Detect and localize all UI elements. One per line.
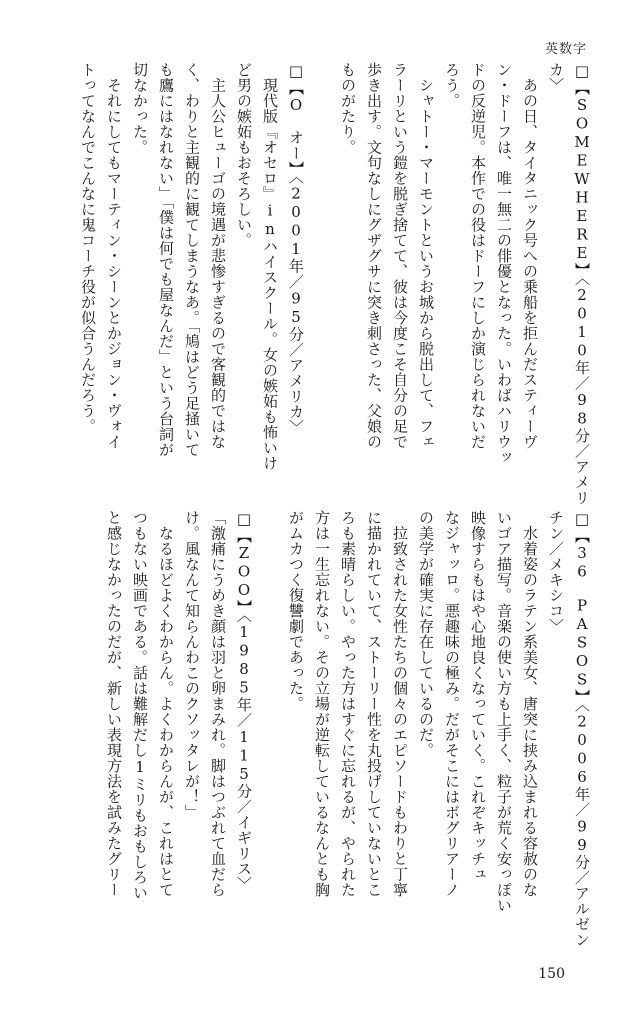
- text-line: 映像すらもはや心地良くなっていく。これぞキッチュ: [469, 510, 487, 882]
- text-line: がムカつく復讐劇であった。: [287, 510, 305, 712]
- text-line: 主人公ヒューゴの境遇が悲惨すぎるので客観的ではな: [209, 62, 227, 450]
- text-line: □【SOMEWHERE】〈2010年／98分／アメリ: [573, 62, 591, 506]
- text-line: 拉致された女性たちの個々のエピソードもわりと丁寧: [391, 510, 409, 898]
- text-line: トってなんでこんなに鬼コーチ役が似合うんだろう。: [79, 62, 97, 434]
- text-line: なるほどよくわからん。よくわからんが、これはとて: [157, 510, 175, 898]
- text-line: ものがたり。: [339, 62, 357, 155]
- text-line: [309, 62, 335, 487]
- text-line: に描かれていて、ストーリー性を丸投げしていないとこ: [365, 510, 383, 898]
- text-line: いゴア描写。音楽の使い方も上手く、粒子が荒く安っぽい: [495, 510, 513, 913]
- text-line: シャトー・マーモントというお城から脱出して、フェ: [417, 62, 435, 450]
- text-line: ろう。: [443, 62, 461, 109]
- text-line: ろも素晴らしい。やった方はすぐに忘れるが、やられた: [339, 510, 357, 898]
- text-line: け。風なんて知らんわこのクソッタレが！」: [183, 510, 201, 820]
- text-line: それにしてもマーティン・シーンとかジョン・ヴォイ: [105, 62, 123, 450]
- page-number: 150: [538, 966, 565, 982]
- text-line: つもない映画である。話は難解だし1ミリもおもしろい: [131, 510, 149, 901]
- text-line: 現代版『オセロ』inハイスクール。女の嫉妬も怖いけ: [261, 62, 279, 471]
- running-header: 英数字: [544, 42, 587, 57]
- text-line: ドの反逆児。本作での役はドーフにしか演じられないだ: [469, 62, 487, 450]
- text-line: □【36 PASOS】〈2006年／99分／アルゼン: [573, 510, 591, 948]
- text-line: □【O オー】〈2001年／95分／アメリカ〉: [287, 62, 305, 435]
- text-line: ラーリという鎧を脱ぎ捨てて、彼は今度こそ自分の足で: [391, 62, 409, 450]
- text-line: も鷹にはなれない」「僕は何でも屋なんだ」という台詞が: [157, 62, 175, 458]
- text-line: カ〉: [547, 62, 565, 93]
- text-line: の美学が確実に存在しているのだ。: [417, 510, 435, 758]
- text-line: チン／メキシコ〉: [547, 510, 565, 634]
- text-line: [257, 510, 283, 940]
- text-line: 水着姿のラテン系美女、唐突に挟み込まれる容赦のな: [521, 510, 539, 898]
- text-line: なジャッロ。悪趣味の極み。だがそこにはボグリアーノ: [443, 510, 461, 898]
- text-line: 「激痛にうめき顔は羽と卵まみれ。脚はつぶれて血だら: [209, 510, 227, 898]
- top-text-block: [75, 62, 595, 506]
- text-line: あの日、タイタニック号への乗船を拒んだスティーヴ: [521, 62, 539, 450]
- text-line: 歩き出す。文句なしにグザグサに突き刺さった、父娘の: [365, 62, 383, 450]
- text-line: ン・ドーフは、唯一無二の俳優となった。いわばハリウッ: [495, 62, 513, 465]
- text-line: ど男の嫉妬もおそろしい。: [235, 62, 253, 248]
- text-line: □【ZOO】〈1985年／115分／イギリス〉: [235, 510, 253, 892]
- text-line: く、わりと主観的に観てしまうなあ。「鳩はどう足掻いて: [183, 62, 201, 458]
- bottom-text-block: [101, 510, 595, 948]
- text-line: 切なかった。: [131, 62, 149, 155]
- text-line: と感じなかったのだが、新しい表現方法を試みたグリー: [105, 510, 123, 898]
- text-line: 方は一生忘れない。その立場が逆転しているなんとも胸: [313, 510, 331, 898]
